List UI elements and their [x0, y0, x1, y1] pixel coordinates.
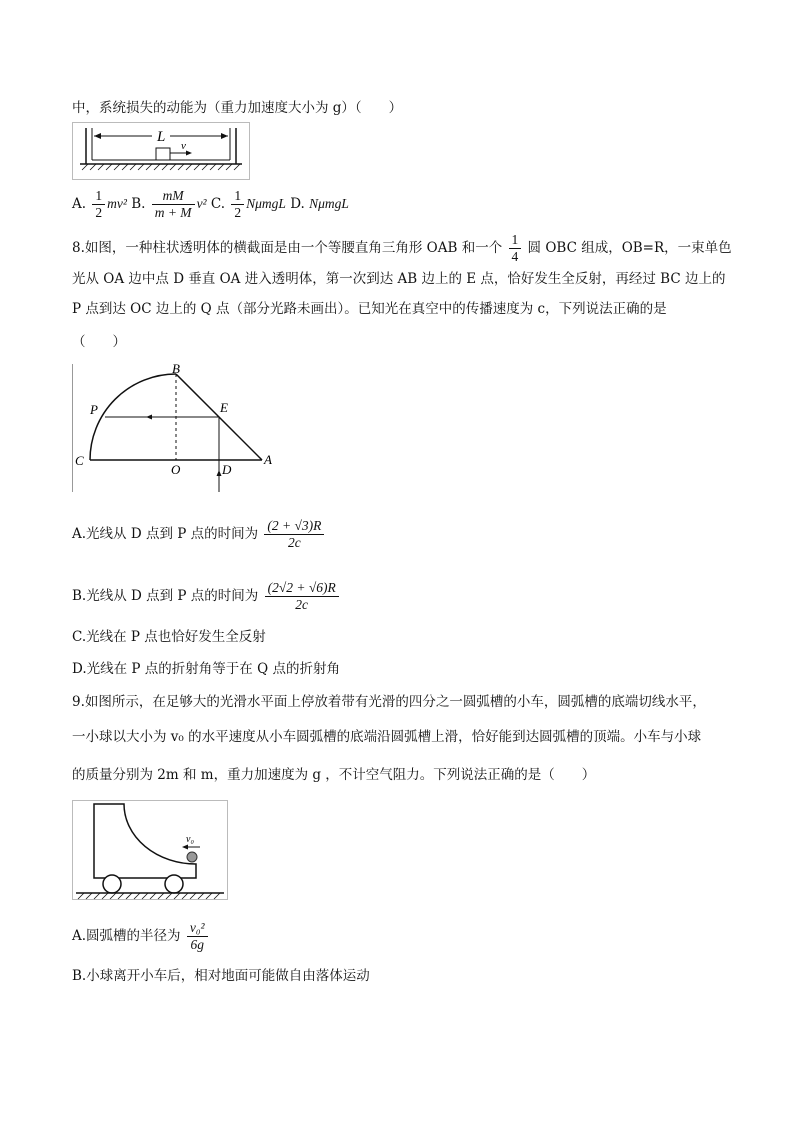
q8-stem-line-2: 光从 OA 边中点 D 垂直 OA 进入透明体，第一次到达 AB 边上的 E 点，恰好发生全反射，再经过 BC 边上的 — [72, 271, 726, 287]
q8-option-b — [72, 574, 341, 618]
q9-label-v0: v₀ — [186, 834, 194, 845]
q8-quarter-num: 1 — [509, 232, 522, 249]
q7-figure — [72, 122, 250, 180]
q8-ray-EP-arrowhead — [146, 415, 152, 420]
q8-label-O: O — [171, 462, 181, 477]
q7-option-a-prefix: A. — [72, 196, 87, 212]
q7-option-b-fraction — [152, 188, 195, 221]
q8-option-b-den: 2c — [295, 597, 309, 612]
q8-stem-line-1-b: 圆 OBC 组成，OB=R，一束单色 — [527, 240, 732, 256]
q9-option-a — [72, 914, 210, 958]
q7-option-c-num: 1 — [231, 188, 244, 205]
q8-stem-line-1 — [72, 232, 732, 265]
q8-stem-line-1-a: 8.如图，一种柱状透明体的横截面是由一个等腰直角三角形 OAB 和一个 — [72, 240, 503, 256]
q7-option-c-expr: NμmgL — [246, 196, 286, 211]
q8-label-B: B — [172, 364, 180, 376]
q7-option-b-prefix: B. — [131, 196, 146, 212]
q8-stem-line-3: P 点到达 OC 边上的 Q 点（部分光路未画出）。已知光在真空中的传播速度为 c，下列说法正确的是 — [72, 301, 667, 317]
q9-option-b: B.小球离开小车后，相对地面可能做自由落体运动 — [72, 968, 370, 984]
q9-ball — [187, 852, 197, 862]
q7-block — [156, 148, 170, 160]
q8-stem-line-4: （ ） — [72, 334, 126, 350]
q7-option-c-den: 2 — [234, 205, 242, 220]
q9-option-a-text: A.圆弧槽的半径为 — [72, 928, 181, 944]
q7-option-d-expr: NμmgL — [309, 196, 349, 211]
q7-option-b-expr: v² — [196, 196, 207, 211]
q7-option-d-prefix: D. — [290, 196, 305, 212]
q7-option-b-num: mM — [152, 188, 195, 205]
q8-option-a — [72, 512, 326, 556]
q7-option-a-num: 1 — [92, 188, 105, 205]
q7-options — [72, 188, 349, 221]
q8-label-D: D — [222, 462, 232, 477]
q8-label-C: C — [75, 453, 84, 468]
q9-option-a-num: v₀² — [187, 920, 208, 937]
q9-option-a-den: 6g — [190, 937, 204, 952]
q8-label-A: A — [264, 452, 272, 467]
q8-figure — [72, 364, 282, 492]
q9-stem-line-1: 9.如图所示，在足够大的光滑水平面上停放着带有光滑的四分之一圆弧槽的小车，圆弧槽的底端切线水平， — [72, 694, 706, 710]
q7-option-b-den: m + M — [154, 205, 192, 220]
q9-stem-line-2: 一小球以大小为 v₀ 的水平速度从小车圆弧槽的底端沿圆弧槽上滑，恰好能到达圆弧槽的顶端。小车与小球 — [72, 729, 702, 745]
q8-label-E: E — [220, 400, 228, 415]
q9-figure — [72, 800, 228, 900]
q7-option-a-fraction — [92, 188, 105, 221]
q8-option-a-num: (2 + √3)R — [264, 518, 324, 535]
q9-wheel-right — [165, 875, 183, 893]
q8-option-b-text: B.光线从 D 点到 P 点的时间为 — [72, 588, 259, 604]
q8-option-d: D.光线在 P 点的折射角等于在 Q 点的折射角 — [72, 661, 340, 677]
q7-option-a-den: 2 — [95, 205, 103, 220]
q7-label-L: L — [157, 129, 166, 145]
q8-option-a-fraction — [264, 518, 324, 551]
q7-stem-tail: 中，系统损失的动能为（重力加速度大小为 g）（ ） — [72, 100, 403, 116]
q8-option-c: C.光线在 P 点也恰好发生全反射 — [72, 629, 266, 645]
q8-label-P: P — [90, 402, 98, 417]
q9-option-a-fraction — [187, 920, 208, 953]
q7-option-a-expr: mv² — [107, 196, 127, 211]
q8-ray-DE-arrowhead — [217, 470, 222, 476]
q7-label-v: v — [181, 140, 186, 152]
q8-option-b-num: (2√2 + √6)R — [265, 580, 339, 597]
q9-stem-line-3: 的质量分别为 2m 和 m，重力加速度为 g ，不计空气阻力。下列说法正确的是（ ） — [72, 767, 596, 783]
q9-wheel-left — [103, 875, 121, 893]
q7-option-c-prefix: C. — [210, 196, 226, 212]
q8-quarter-fraction — [509, 232, 522, 265]
q8-option-b-fraction — [265, 580, 339, 613]
q8-option-a-text: A.光线从 D 点到 P 点的时间为 — [72, 526, 259, 542]
q7-option-c-fraction — [231, 188, 244, 221]
q8-quarter-den: 4 — [511, 249, 519, 264]
q8-option-a-den: 2c — [288, 535, 301, 550]
